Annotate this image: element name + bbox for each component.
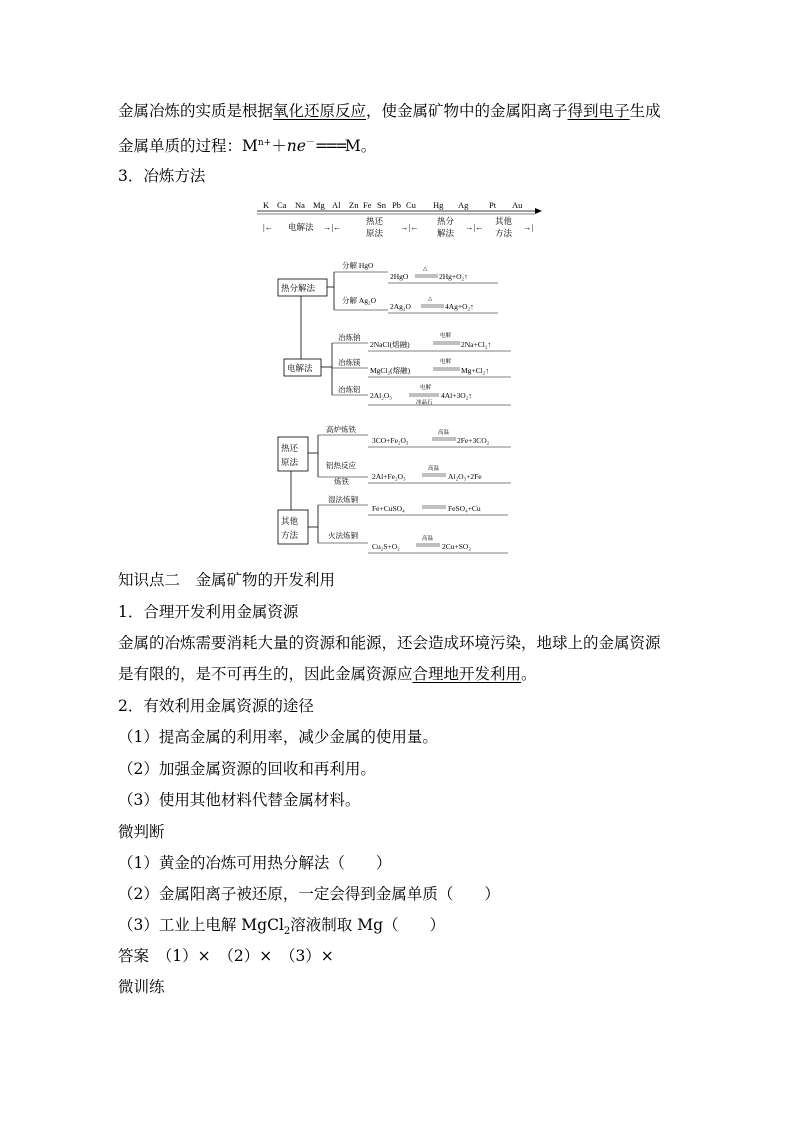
metal-symbol-mg: Mg: [313, 200, 325, 210]
condition: 电解: [440, 359, 452, 365]
method-name: 方法: [281, 530, 299, 540]
metal-symbol-au: Au: [512, 200, 523, 210]
list-item: （1）提高金属的利用率，减少金属的使用量。: [118, 728, 438, 746]
underlined-term: 合理地开发利用: [412, 665, 522, 683]
paragraph-text: 是有限的，是不可再生的，因此金属资源应: [118, 665, 413, 683]
range-label-reduction-l1: 热还: [366, 216, 384, 226]
condition: 高温: [422, 536, 434, 542]
method-name: 热分解法: [281, 283, 316, 293]
knowledge-point-title: 知识点二 金属矿物的开发利用: [118, 571, 336, 589]
subsection-title: 1．合理开发利用金属资源: [118, 603, 299, 621]
products: 4Ag+O₂↑: [445, 302, 474, 311]
process-label: 分解 Ag₂O: [342, 296, 377, 305]
range-label-electrolysis: 电解法: [288, 222, 314, 232]
reactants: 2Ag₂O: [390, 302, 411, 311]
metal-symbol-zn: Zn: [349, 200, 359, 210]
range-bracket: →|: [523, 222, 534, 232]
method-name: 热还: [281, 443, 299, 453]
activity-series-diagram: [255, 196, 545, 242]
range-bracket: →|←: [323, 222, 342, 232]
training-title: 微训练: [118, 978, 165, 996]
range-label-decomp-l1: 热分: [437, 216, 455, 226]
metal-symbol-na: Na: [295, 200, 305, 210]
metal-symbol-pt: Pt: [489, 200, 497, 210]
process-label: 冶炼镁: [338, 358, 361, 367]
products: 2Fe+3CO₂: [457, 436, 490, 445]
reactants: MgCl₂(熔融): [370, 366, 411, 375]
superscript: n+: [257, 138, 272, 148]
answer-line: 答案 （1）× （2）× （3）×: [118, 947, 334, 965]
products: 4Al+3O₂↑: [441, 391, 473, 400]
products: 2Hg+O₂↑: [439, 272, 468, 281]
reactants: 2Al+Fe₂O₃: [372, 472, 406, 481]
range-label-other-l2: 方法: [495, 228, 513, 238]
subsection-title: 2．有效利用金属资源的途径: [118, 697, 314, 715]
process-label: 冶炼铝: [338, 385, 361, 394]
reactants: 2Al₂O₃: [370, 391, 392, 400]
equals-sign: ===: [314, 137, 345, 156]
condition: △: [428, 296, 433, 302]
metal-symbol-k: K: [263, 200, 270, 210]
process-label: 冶炼钠: [338, 333, 361, 342]
reactants: 2HgO: [390, 272, 409, 281]
question-text: （3）工业上电解 MgCl: [118, 916, 284, 934]
metal-symbol-al: Al: [332, 200, 341, 210]
metal-symbol-hg: Hg: [433, 200, 444, 210]
metal-symbol-ag: Ag: [458, 200, 469, 210]
intro-text: 生成: [629, 102, 661, 120]
list-item: （2）加强金属资源的回收和再利用。: [118, 760, 376, 778]
reactants: 3CO+Fe₂O₃: [372, 436, 409, 445]
method-name: 其他: [281, 516, 299, 526]
subscript: 2: [283, 926, 291, 938]
range-bracket: →|←: [465, 222, 484, 232]
metal-symbol-sn: Sn: [377, 200, 386, 210]
judge-title: 微判断: [118, 823, 165, 841]
var-e: e: [296, 137, 306, 156]
metal-symbol-fe: Fe: [363, 200, 372, 210]
range-bracket: →|←: [400, 222, 419, 232]
condition: 电解: [420, 385, 432, 391]
process-label: 湿法炼铜: [328, 495, 358, 504]
reactants: Fe+CuSO₄: [372, 504, 405, 513]
products: 2Cu+SO₂: [442, 542, 471, 551]
arrow-head-icon: [535, 208, 542, 214]
question-text: 溶液制取 Mg（ ）: [290, 916, 446, 934]
intro-line-1: [118, 101, 661, 121]
condition: 电解: [440, 333, 452, 339]
condition: △: [423, 266, 428, 272]
range-bracket: |←: [263, 222, 274, 232]
process-label: 分解 HgO: [342, 261, 374, 270]
range-label-reduction-l2: 原法: [366, 228, 384, 238]
paragraph-line: 金属的冶炼需要消耗大量的资源和能源，还会造成环境污染，地球上的金属资源: [118, 634, 661, 652]
section-title: 3．冶炼方法: [118, 167, 206, 185]
judge-question: （1）黄金的冶炼可用热分解法（ ）: [118, 854, 392, 872]
metal-symbol-pb: Pb: [392, 200, 401, 210]
method-name: 电解法: [287, 363, 313, 373]
paragraph-text: 。: [521, 665, 537, 683]
intro-text: 金属冶炼的实质是根据: [118, 102, 274, 120]
condition: 高温: [428, 466, 440, 472]
range-label-decomp-l2: 解法: [437, 228, 455, 238]
var-n: n: [286, 137, 297, 156]
method-name: 原法: [281, 457, 299, 467]
underlined-term: 氧化还原反应: [273, 102, 367, 120]
intro-text: 金属单质的过程：M: [118, 137, 258, 156]
condition: 高温: [438, 430, 450, 436]
products: Al₂O₃+2Fe: [448, 472, 482, 481]
underlined-term: 得到电子: [567, 102, 630, 120]
superscript: －: [305, 138, 315, 148]
intro-text: M。: [344, 137, 377, 156]
condition-below: 冰晶石: [416, 400, 433, 406]
smelting-methods-diagram: [276, 255, 521, 560]
list-item: （3）使用其他材料代替金属材料。: [118, 791, 361, 809]
intro-line-2: [118, 133, 376, 156]
process-label: 火法炼铜: [328, 531, 358, 540]
judge-question: [118, 915, 445, 942]
metal-symbol-ca: Ca: [277, 200, 287, 210]
process-label: 炼铁: [334, 477, 349, 486]
intro-text: ，使金属矿物中的金属阳离子: [366, 102, 568, 120]
products: 2Na+Cl₂↑: [461, 340, 492, 349]
plus-sign: ＋: [271, 137, 287, 156]
process-label: 铝热反应: [326, 461, 356, 470]
metal-symbol-cu: Cu: [406, 200, 416, 210]
range-label-other-l1: 其他: [495, 216, 513, 226]
reactants: Cu₂S+O₂: [372, 542, 400, 551]
products: Mg+Cl₂↑: [461, 366, 490, 375]
judge-question: （2）金属阳离子被还原，一定会得到金属单质（ ）: [118, 885, 500, 903]
reactants: 2NaCl(熔融): [370, 340, 410, 349]
process-label: 高炉炼铁: [326, 425, 356, 434]
products: FeSO₄+Cu: [448, 504, 481, 513]
paragraph-line: [118, 664, 537, 684]
